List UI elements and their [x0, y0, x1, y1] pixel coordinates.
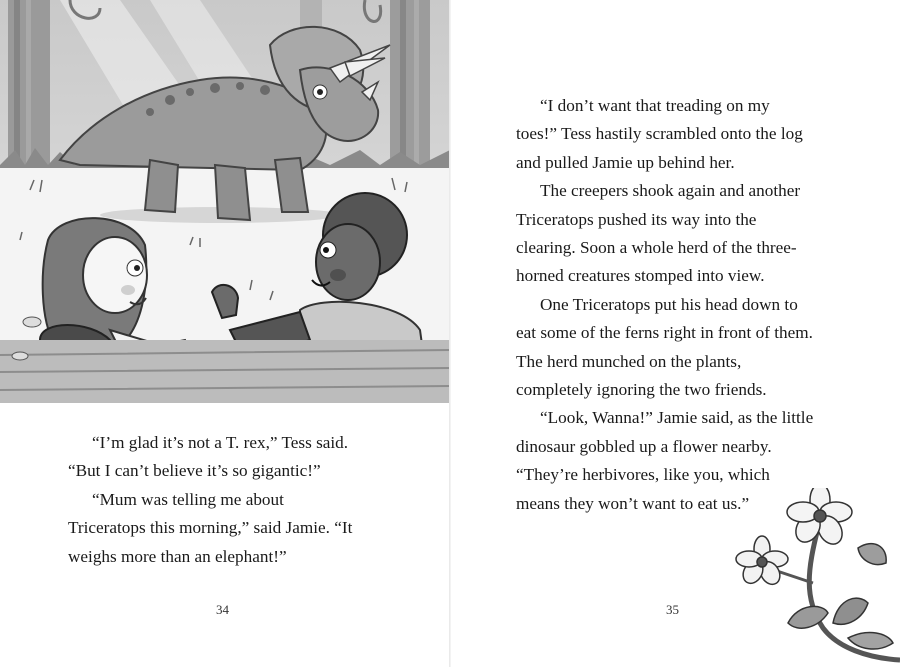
flower-branch-icon [728, 488, 900, 667]
left-page-text [68, 429, 414, 571]
paragraph-line: One Triceratops put his head down to [540, 294, 798, 314]
page-number-right: 35 [666, 602, 679, 617]
paragraph-line: means they won’t want to eat us.” [516, 493, 750, 513]
paragraph-line: Triceratops pushed its way into the [516, 209, 757, 229]
paragraph-line: toes!” Tess hastily scrambled onto the log [516, 124, 803, 144]
paragraph-line: clearing. Soon a whole herd of the three- [516, 238, 797, 258]
paragraph-line: horned creatures stomped into view. [516, 266, 765, 286]
paragraph-line: completely ignoring the two friends. [516, 380, 767, 400]
paragraph-line: “They’re herbivores, like you, which [516, 465, 770, 485]
right-page-text [516, 92, 856, 518]
page-number-left: 34 [216, 602, 229, 617]
paragraph-line: eat some of the ferns right in front of them. [516, 323, 813, 343]
paragraph-line: The herd munched on the plants, [516, 351, 742, 371]
paragraph-line: and pulled Jamie up behind her. [516, 152, 735, 172]
paragraph-line: “But I can’t believe it’s so gigantic!” [68, 461, 321, 481]
paragraph-line: “Look, Wanna!” Jamie said, as the little [540, 408, 814, 428]
paragraph-line: “I don’t want that treading on my [540, 96, 770, 115]
paragraph-line: Triceratops this morning,” said Jamie. “It [68, 518, 353, 538]
paragraph-line: “I’m glad it’s not a T. rex,” Tess said. [92, 433, 349, 452]
paragraph-line: dinosaur gobbled up a flower nearby. [516, 436, 772, 456]
left-page [0, 0, 450, 667]
paragraph-line: weighs more than an elephant!” [68, 546, 287, 566]
paragraph-line: The creepers shook again and another [540, 181, 801, 201]
triceratops-illustration [0, 0, 450, 403]
paragraph-line: “Mum was telling me about [92, 489, 284, 509]
